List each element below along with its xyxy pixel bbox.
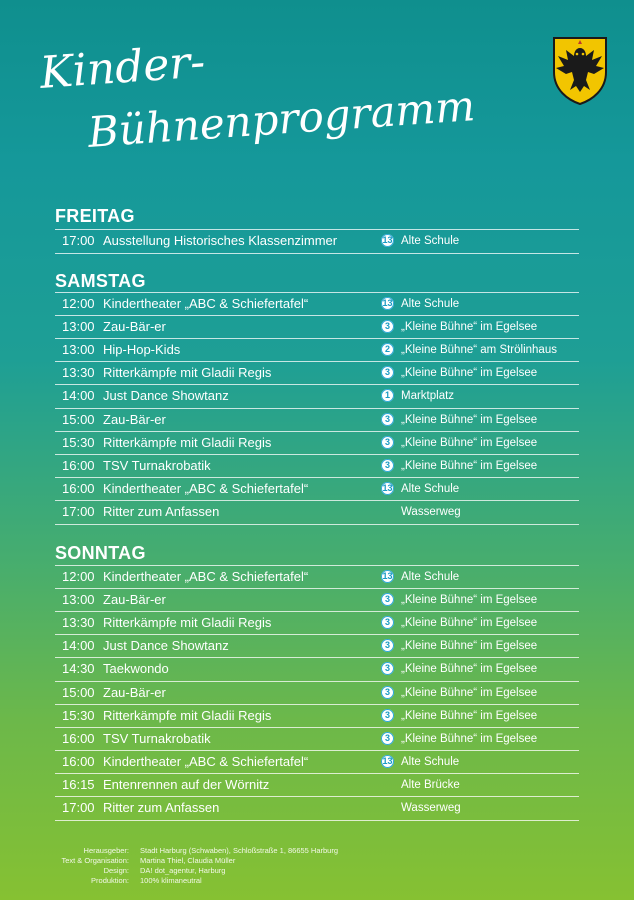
location-number-badge: 13 (382, 482, 393, 493)
event-time: 15:30 (62, 707, 95, 723)
schedule-row (55, 796, 579, 821)
event-location: „Kleine Bühne“ im Egelsee (401, 709, 538, 722)
day-heading-samstag: SAMSTAG (55, 271, 146, 291)
schedule-row (55, 292, 579, 316)
footer-label: Design: (103, 866, 129, 875)
event-location: Marktplatz (401, 390, 455, 403)
schedule-row (55, 384, 579, 408)
location-number-badge: 3 (381, 709, 394, 722)
footer-row (0, 876, 634, 886)
event-location: Alte Schule (401, 298, 460, 310)
location-number-badge: 3 (381, 616, 394, 629)
event-title: Hip-Hop-Kids (103, 342, 181, 358)
schedule-row (55, 611, 579, 635)
schedule-row (55, 361, 579, 385)
event-location: „Kleine Bühne“ im Egelsee (401, 686, 538, 699)
footer-label: Text & Organisation: (61, 856, 129, 865)
event-title: TSV Turnakrobatik (103, 457, 211, 473)
schedule-row (55, 454, 579, 478)
event-location: Alte Schule (401, 482, 460, 495)
location-number-badge: 3 (381, 366, 394, 379)
schedule-row (55, 229, 579, 254)
event-location: Alte Schule (401, 571, 460, 583)
location-number-badge: 3 (381, 593, 394, 606)
event-location: „Kleine Bühne“ im Egelsee (401, 413, 538, 426)
location-number-badge: 3 (381, 686, 394, 699)
location-number-badge: 3 (381, 662, 394, 675)
event-location: „Kleine Bühne“ im Egelsee (401, 459, 538, 472)
event-location: „Kleine Bühne“ im Egelsee (401, 367, 538, 380)
schedule-row (55, 704, 579, 728)
schedule-row (55, 750, 579, 774)
event-time: 17:00 (62, 800, 95, 815)
event-time: 15:30 (62, 434, 95, 450)
event-title: Zau-Bär-er (103, 319, 166, 335)
footer-row (0, 866, 634, 876)
schedule-row (55, 727, 579, 751)
event-title: Kindertheater „ABC & Schiefertafel“ (103, 480, 309, 496)
event-location: Wasserweg (401, 802, 461, 814)
event-title: Ritterkämpfe mit Gladii Regis (103, 707, 272, 723)
title-line-2: Bühnenprogramm (86, 81, 477, 157)
event-title: TSV Turnakrobatik (103, 730, 211, 746)
schedule-row (55, 634, 579, 658)
event-title: Kindertheater „ABC & Schiefertafel“ (103, 296, 309, 311)
event-location: Alte Schule (401, 235, 460, 247)
event-time: 14:30 (62, 661, 95, 677)
location-number-badge: 3 (381, 459, 394, 472)
footer-value: DA! dot_agentur, Harburg (140, 866, 226, 875)
event-title: Just Dance Showtanz (103, 638, 229, 654)
day-heading-freitag: FREITAG (55, 206, 135, 226)
schedule-row (55, 408, 579, 432)
event-title: Kindertheater „ABC & Schiefertafel“ (103, 569, 309, 584)
event-time: 14:00 (62, 388, 95, 404)
event-time: 13:00 (62, 319, 95, 335)
schedule-row (55, 657, 579, 681)
schedule-row (55, 477, 579, 501)
event-location: „Kleine Bühne“ im Egelsee (401, 617, 538, 630)
event-time: 16:15 (62, 776, 95, 792)
schedule-row (55, 338, 579, 362)
event-location: „Kleine Bühne“ im Egelsee (401, 594, 538, 607)
footer-value: Stadt Harburg (Schwaben), Schloßstraße 1, 86655 Harburg (140, 846, 339, 855)
location-number-badge: 3 (381, 639, 394, 652)
event-title: Ritterkämpfe mit Gladii Regis (103, 365, 272, 381)
event-title: Zau-Bär-er (103, 411, 166, 427)
location-number-badge: 3 (381, 436, 394, 449)
event-location: „Kleine Bühne“ am Strölinhaus (401, 344, 557, 357)
schedule-row (55, 588, 579, 612)
event-title: Ritter zum Anfassen (103, 503, 220, 519)
day-heading-sonntag: SONNTAG (55, 543, 146, 563)
footer-label: Produktion: (91, 876, 129, 885)
event-location: „Kleine Bühne“ im Egelsee (401, 321, 538, 334)
event-time: 17:00 (62, 503, 95, 519)
event-location: Wasserweg (401, 505, 461, 518)
coat-of-arms-icon (548, 34, 612, 106)
event-title: Entenrennen auf der Wörnitz (103, 776, 270, 792)
event-title: Ausstellung Historisches Klassenzimmer (103, 233, 338, 248)
schedule-row (55, 565, 579, 589)
event-title: Taekwondo (103, 661, 169, 677)
event-time: 16:00 (62, 480, 95, 496)
location-number-badge: 3 (381, 732, 394, 745)
event-time: 16:00 (62, 457, 95, 473)
location-number-badge: 13 (382, 571, 393, 581)
event-time: 16:00 (62, 730, 95, 746)
location-number-badge: 13 (382, 755, 393, 766)
event-title: Ritterkämpfe mit Gladii Regis (103, 615, 272, 631)
footer-row (0, 856, 634, 866)
event-time: 15:00 (62, 411, 95, 427)
event-location: „Kleine Bühne“ im Egelsee (401, 732, 538, 745)
footer-value: Martina Thiel, Claudia Müller (140, 856, 236, 865)
event-location: „Kleine Bühne“ im Egelsee (401, 640, 538, 653)
location-number-badge: 3 (381, 413, 394, 426)
event-title: Ritter zum Anfassen (103, 800, 220, 815)
event-time: 13:30 (62, 365, 95, 381)
event-time: 13:00 (62, 592, 95, 608)
event-time: 13:30 (62, 615, 95, 631)
event-location: Alte Brücke (401, 778, 460, 791)
event-time: 12:00 (62, 569, 95, 584)
location-number-badge: 2 (381, 343, 394, 356)
schedule-row (55, 431, 579, 455)
footer-row (0, 846, 634, 856)
schedule-row (55, 773, 579, 797)
footer-value: 100% klimaneutral (140, 876, 202, 885)
location-number-badge: 13 (382, 298, 393, 308)
event-title: Zau-Bär-er (103, 592, 166, 608)
event-title: Just Dance Showtanz (103, 388, 229, 404)
event-time: 12:00 (62, 296, 95, 311)
event-time: 16:00 (62, 753, 95, 769)
event-title: Ritterkämpfe mit Gladii Regis (103, 434, 272, 450)
event-location: Alte Schule (401, 755, 460, 768)
schedule-row (55, 315, 579, 339)
event-time: 17:00 (62, 233, 95, 248)
location-number-badge: 1 (381, 389, 394, 402)
location-number-badge: 13 (382, 235, 393, 245)
footer-label: Herausgeber: (83, 846, 129, 855)
event-time: 14:00 (62, 638, 95, 654)
footer (0, 846, 634, 886)
location-number-badge: 3 (381, 320, 394, 333)
title-line-1: Kinder- (38, 36, 207, 99)
event-time: 15:00 (62, 684, 95, 700)
event-location: „Kleine Bühne“ im Egelsee (401, 436, 538, 449)
event-title: Zau-Bär-er (103, 684, 166, 700)
event-time: 13:00 (62, 342, 95, 358)
schedule-row (55, 500, 579, 525)
event-location: „Kleine Bühne“ im Egelsee (401, 663, 538, 676)
event-title: Kindertheater „ABC & Schiefertafel“ (103, 753, 309, 769)
schedule-row (55, 681, 579, 705)
